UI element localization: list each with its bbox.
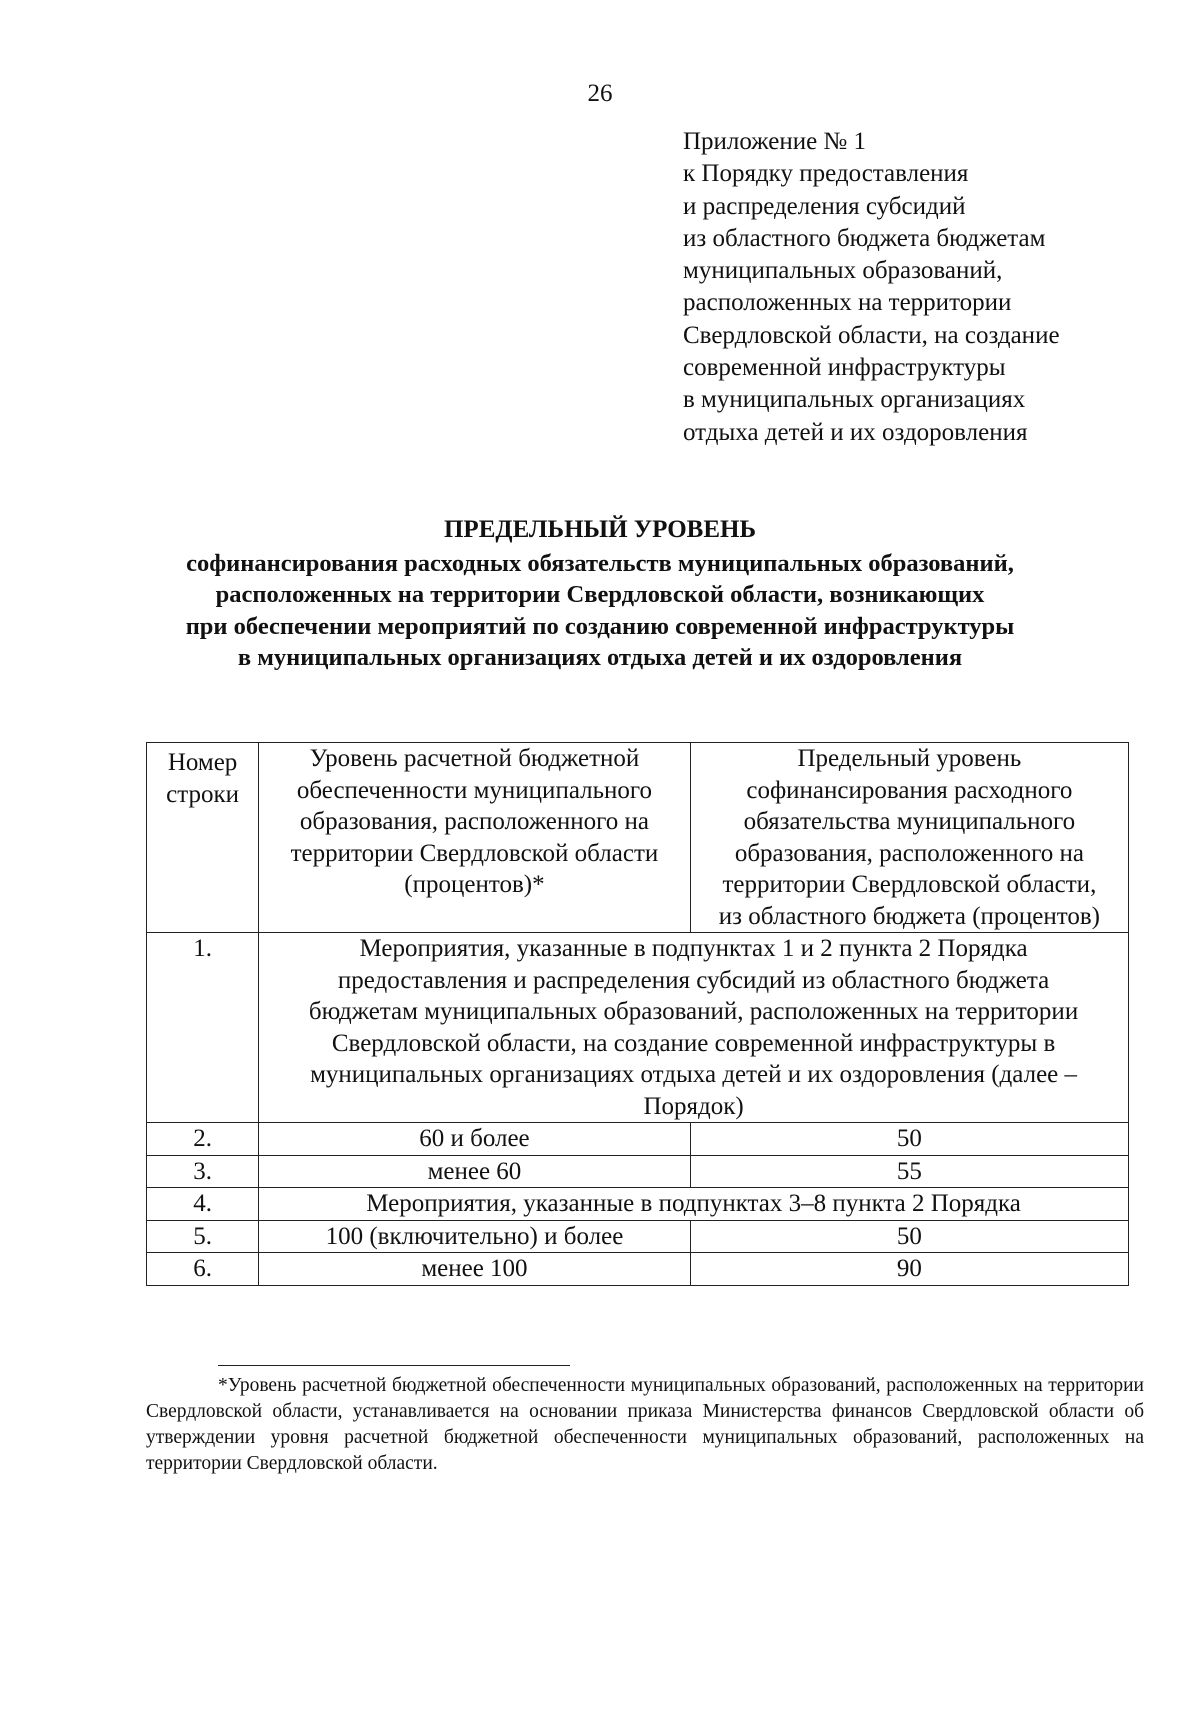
- table-row: [147, 1220, 1129, 1253]
- row-number: 1.: [147, 933, 259, 1123]
- cofinancing-limit-value: 55: [690, 1155, 1128, 1188]
- appendix-line: в муниципальных организациях: [683, 386, 1026, 414]
- document-title: [0, 514, 1200, 674]
- appendix-line: к Порядку предоставления: [683, 160, 969, 188]
- budget-level-value: менее 60: [259, 1155, 691, 1188]
- merged-description: Мероприятия, указанные в подпунктах 3–8 пункта 2 Порядка: [259, 1188, 1129, 1221]
- row-number: 5.: [147, 1220, 259, 1253]
- subtitle-line: в муниципальных организациях отдыха детей и их оздоровления: [237, 644, 963, 671]
- row-number: 6.: [147, 1253, 259, 1286]
- cofinancing-limit-value: 50: [690, 1123, 1128, 1156]
- merged-description: Мероприятия, указанные в подпунктах 1 и 2 пункта 2 Порядка предоставления и распределения субсидий из областного бюджета бюджетам муниципальных образований, расположенных на территории Свердловской области, на создание современной инфраструктуры в муниципальных организациях отдыха детей и их оздоровления (далее – Порядок): [259, 933, 1129, 1123]
- table-row: [147, 1188, 1129, 1221]
- footnote-divider: [218, 1365, 570, 1366]
- page-number: 26: [587, 80, 613, 107]
- cofinancing-limit-value: 90: [690, 1253, 1128, 1286]
- row-number: 4.: [147, 1188, 259, 1221]
- table-row: [147, 933, 1129, 1123]
- cofinancing-limit-value: 50: [690, 1220, 1128, 1253]
- table-row: [147, 1155, 1129, 1188]
- appendix-line: современной инфраструктуры: [683, 354, 1006, 382]
- table-row: [147, 1123, 1129, 1156]
- appendix-line: и распределения субсидий: [683, 192, 966, 220]
- main-title: ПРЕДЕЛЬНЫЙ УРОВЕНЬ: [443, 516, 757, 543]
- appendix-line: муниципальных образований,: [683, 257, 1003, 285]
- appendix-line: отдыха детей и их оздоровления: [683, 418, 1028, 446]
- header-cofinancing-limit: Предельный уровень софинансирования расходного обязательства муниципального образования, расположенного на территории Свердловской области, из областного бюджета (процентов): [690, 743, 1128, 933]
- header-budget-level: Уровень расчетной бюджетной обеспеченности муниципального образования, расположенного на территории Свердловской области (процентов)*: [259, 743, 691, 933]
- cofinancing-table: [146, 742, 1129, 1286]
- appendix-line: Приложение № 1: [683, 128, 867, 155]
- budget-level-value: 60 и более: [259, 1123, 691, 1156]
- table-header-row: [147, 743, 1129, 933]
- appendix-reference: [683, 126, 1163, 449]
- subtitle-line: софинансирования расходных обязательств муниципальных образований,: [186, 549, 1014, 577]
- appendix-line: из областного бюджета бюджетам: [683, 224, 1046, 252]
- appendix-line: расположенных на территории: [683, 289, 1012, 317]
- footnote-text: *Уровень расчетной бюджетной обеспеченности муниципальных образований, расположенных на территории Свердловской области, устанавливается на основании приказа Министерства финансов Свердловской области об утверждении уровня расчетной бюджетной обеспеченности муниципальных образований, расположенных на территории Свердловской области.: [146, 1375, 1144, 1474]
- table-row: [147, 1253, 1129, 1286]
- budget-level-value: 100 (включительно) и более: [259, 1220, 691, 1253]
- footnote: [146, 1373, 1144, 1477]
- row-number: 2.: [147, 1123, 259, 1156]
- row-number: 3.: [147, 1155, 259, 1188]
- appendix-line: Свердловской области, на создание: [683, 321, 1060, 349]
- budget-level-value: менее 100: [259, 1253, 691, 1286]
- subtitle-line: при обеспечении мероприятий по созданию современной инфраструктуры: [185, 612, 1015, 640]
- subtitle-line: расположенных на территории Свердловской области, возникающих: [215, 581, 985, 608]
- header-row-number: Номер строки: [147, 743, 259, 933]
